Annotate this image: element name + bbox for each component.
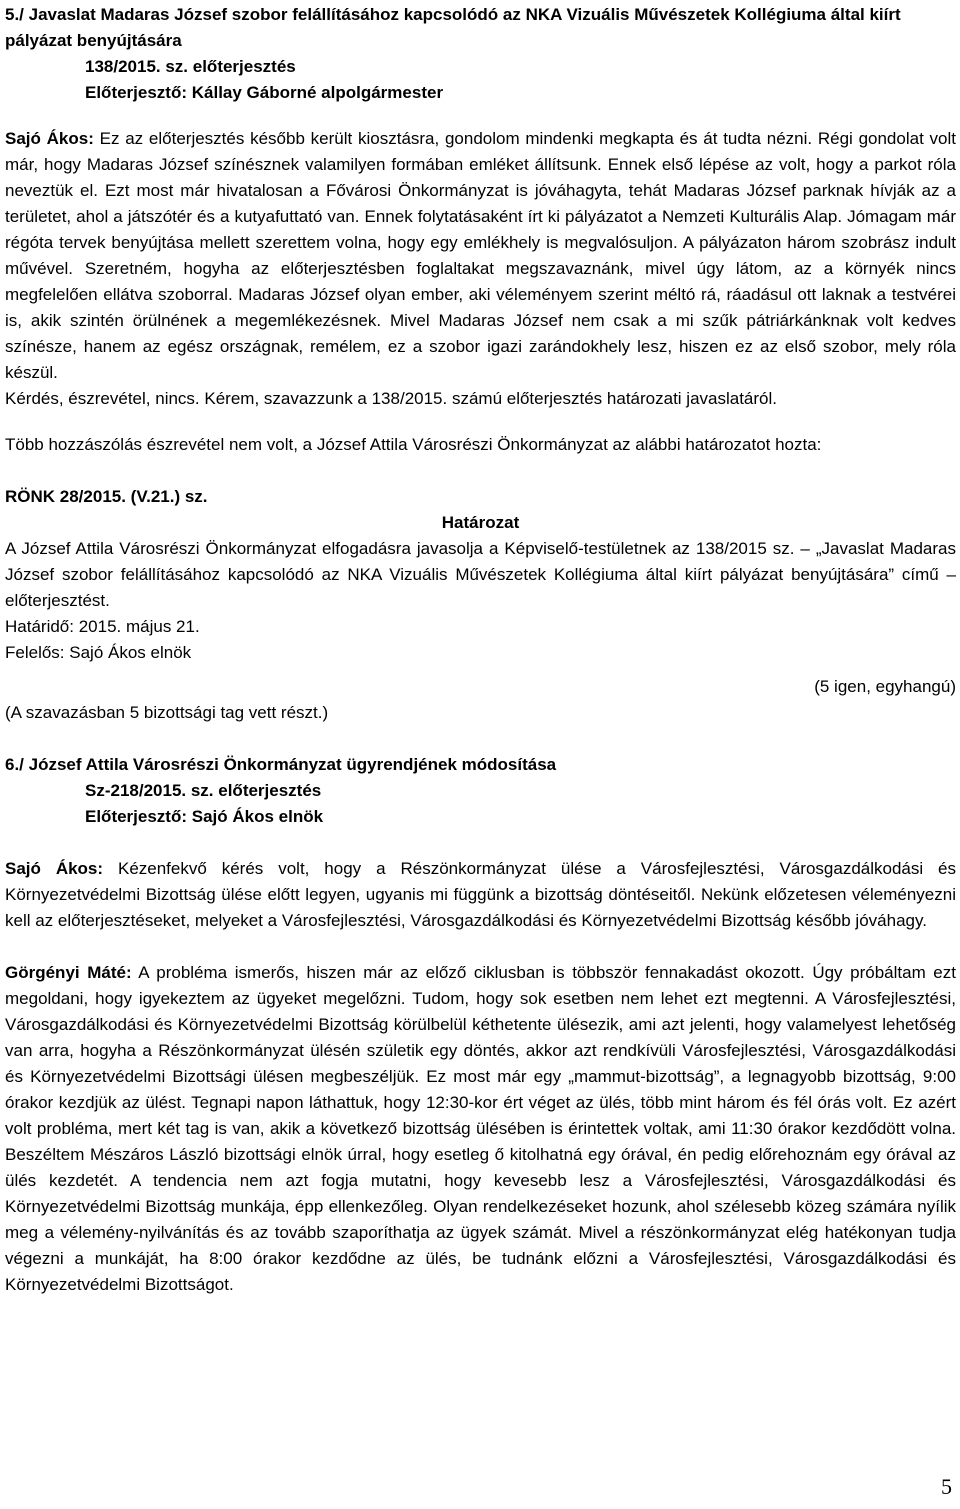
page-number: 5 xyxy=(941,1474,952,1499)
resolution-number: RÖNK 28/2015. (V.21.) sz. xyxy=(5,487,208,506)
agenda-item-6-heading: 6./ József Attila Városrészi Önkormányzat ügyrendjének módosítása xyxy=(5,755,557,774)
resolution-deadline: Határidő: 2015. május 21. xyxy=(5,617,200,636)
resolution-text: A József Attila Városrészi Önkormányzat elfogadásra javasolja a Képviselő-testületnek az 138/2015 sz. – „Javaslat Madaras József szobor felállításához kapcsolódó az NKA Vizuális Művészetek Kollégiuma által kiírt pályázat benyújtására” című – előterjesztést. xyxy=(5,539,956,610)
resolution-vote-result: (5 igen, egyhangú) xyxy=(814,677,956,696)
resolution-attendance: (A szavazásban 5 bizottsági tag vett részt.) xyxy=(5,703,329,722)
speech-sajo-1-closing: Kérdés, észrevétel, nincs. Kérem, szavazzunk a 138/2015. számú előterjesztés határozati javaslatáról. xyxy=(5,389,777,408)
no-comment-statement: Több hozzászólás észrevétel nem volt, a József Attila Városrészi Önkormányzat az alábbi határozatot hozta: xyxy=(5,435,822,454)
agenda-item-5-heading: 5./ Javaslat Madaras József szobor felállításához kapcsolódó az NKA Vizuális Művészetek Kollégiuma által kiírt pályázat benyújtására xyxy=(5,5,901,50)
speech-text: A probléma ismerős, hiszen már az előző ciklusban is többször fennakadást okozott. Úgy próbáltam ezt megoldani, hogy igyekeztem az ügyeket megelőzni. Tudom, hogy sok esetben nem lehet ezt megtenni. A Városfejlesztési, Városgazdálkodási és Környezetvédelmi Bizottság körülbelül kéthetente ülésezik, ami azt jelenti, hogy valamelyest lehetőség van arra, hogyha a Részönkormányzat ülésén születik egy döntés, akkor azt rendkívüli Városfejlesztési, Városgazdálkodási és Környezetvédelmi Bizottsági ülésen megbeszéljük. Ez most már egy „mammut-bizottság”, a legnagyobb bizottság, 9:00 órakor kezdjük az ülést. Tegnapi napon láthattuk, hogy 12:30-kor ért véget az ülés, több mint három és fél órás volt. Ez azért volt probléma, mert két tag is van, akik a következő bizottság ülésében is érintettek voltak, ami 11:30 órakor kezdődött volna. Beszéltem Mészáros László bizottsági elnök úrral, hogy esetleg ő kitolhatná egy órával, én pedig előrehoznám egy órával az ülés kezdetét. A tendencia nem azt fogja mutatni, hogy kevesebb lesz a Városfejlesztési, Városgazdálkodási és Környezetvédelmi Bizottság munkája, épp ellenkezőleg. Olyan rendelkezéseket hozunk, ahol szélesebb közeg számára nyílik meg a vélemény-nyilvánítás és az tovább szaporíthatja az ügyek számát. Mivel a részönkormányzat elég hatékonyan tudja végezni a munkáját, ha 8:00 órakor kezdődne az ülés, be tudnánk előzni a Városfejlesztési, Városgazdálkodási és Környezetvédelmi Bizottságot. xyxy=(5,963,956,1294)
speaker-name: Görgényi Máté: xyxy=(5,963,132,982)
speech-sajo-2 xyxy=(5,856,956,934)
agenda-item-6-proposer: Előterjesztő: Sajó Ákos elnök xyxy=(85,807,324,826)
agenda-item-5-number: 138/2015. sz. előterjesztés xyxy=(85,57,296,76)
speech-gorgenyi xyxy=(5,960,956,1298)
speaker-name: Sajó Ákos: xyxy=(5,129,94,148)
document-page xyxy=(5,0,956,1298)
speech-text: Ez az előterjesztés később került kiosztásra, gondolom mindenki megkapta és át tudta nézni. Régi gondolat volt már, hogy Madaras József színésznek valamilyen formában emléket állítsunk. Ennek első lépése az volt, hogy a parkot róla neveztük el. Ezt most már hivatalosan a Fővárosi Önkormányzat is jóváhagyta, tehát Madaras József parknak hívják az a területet, ahol a játszótér és a kutyafuttató van. Ennek folytatásaként írt ki pályázatot a Nemzeti Kulturális Alap. Jómagam már régóta tervek benyújtása mellett szerettem volna, hogy egy emlékhely is megvalósuljon. A pályázaton három szobrász indult művével. Szeretném, hogyha az előterjesztésben foglaltakat megszavaznánk, mivel úgy látom, az a környék nincs megfelelően ellátva szoborral. Madaras József olyan ember, aki véleményem szerint méltó rá, ráadásul ott laknak a testvérei is, akik szintén örülnének a megemlékezésnek. Mivel Madaras József nem csak a mi szűk pátriárkánknak volt kedves színésze, hanem az egész országnak, remélem, ez a szobor igazi zarándokhely lesz, hiszen ez az első szobor, mely róla készül. xyxy=(5,129,956,382)
speech-text: Kézenfekvő kérés volt, hogy a Részönkormányzat ülése a Városfejlesztési, Városgazdálkodási és Környezetvédelmi Bizottság ülése előtt legyen, ugyanis mi függünk a bizottság döntéseitől. Nekünk előzetesen véleményezni kell az előterjesztéseket, melyeket a Városfejlesztési, Városgazdálkodási és Környezetvédelmi Bizottság később jóváhagy. xyxy=(5,859,957,930)
resolution-title: Határozat xyxy=(441,513,520,532)
agenda-item-6-number: Sz-218/2015. sz. előterjesztés xyxy=(85,781,322,800)
speech-sajo-1 xyxy=(5,126,956,386)
speaker-name: Sajó Ákos: xyxy=(5,859,104,878)
agenda-item-5-proposer: Előterjesztő: Kállay Gáborné alpolgármester xyxy=(85,83,444,102)
resolution-responsible: Felelős: Sajó Ákos elnök xyxy=(5,643,192,662)
